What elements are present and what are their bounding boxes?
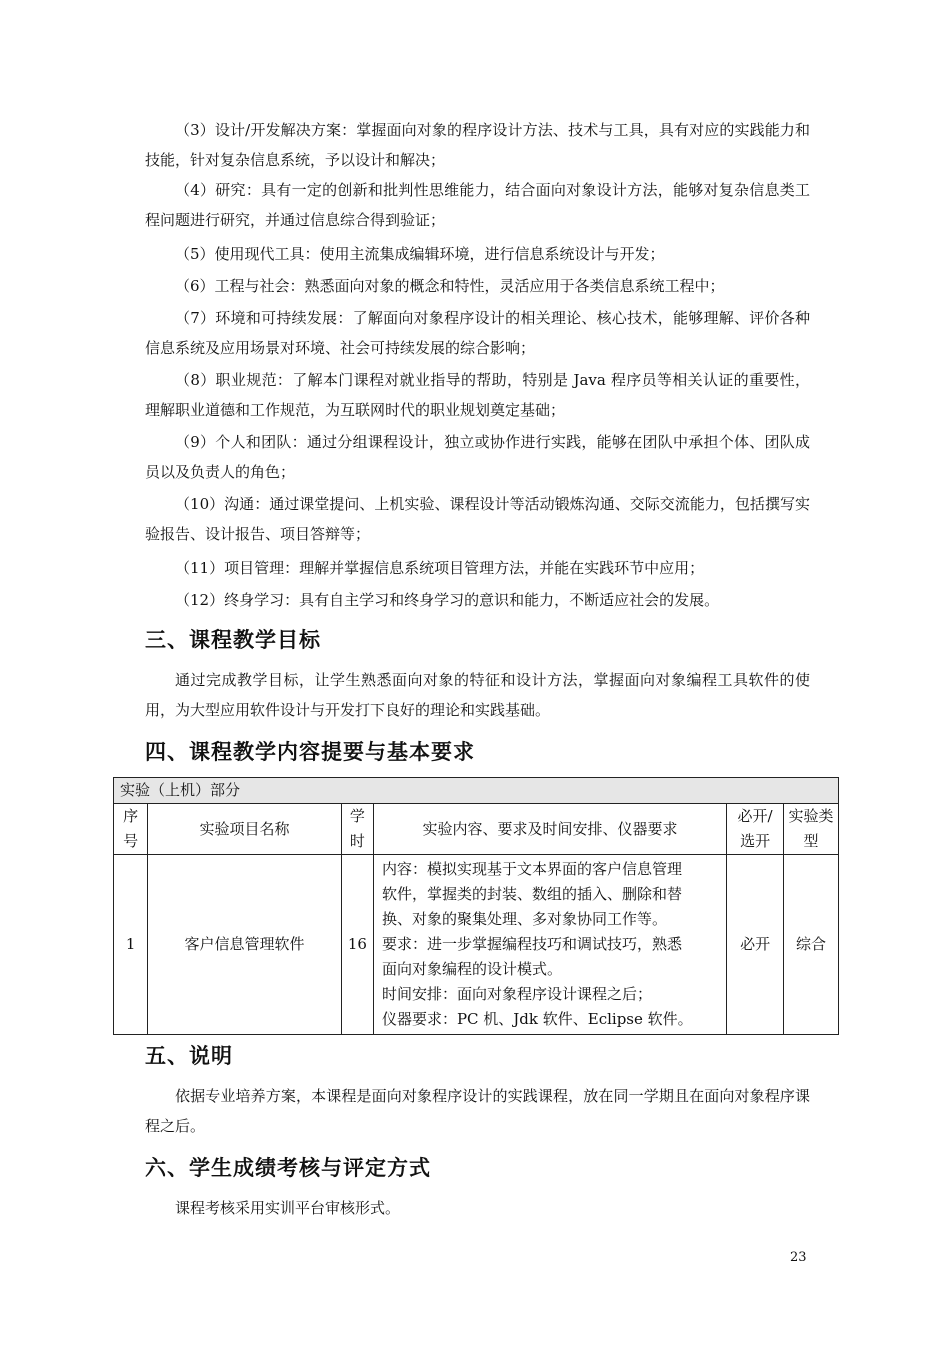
header-index: 序号 xyxy=(114,804,148,855)
objective-item-3: （3）设计/开发解决方案：掌握面向对象的程序设计方法、技术与工具，具有对应的实践能力和技能，针对复杂信息系统，予以设计和解决； xyxy=(145,121,810,169)
row-index: 1 xyxy=(114,855,148,1035)
section-heading-objectives: 三、课程教学目标 xyxy=(145,628,321,652)
section-body-objectives: 通过完成教学目标，让学生熟悉面向对象的特征和设计方法，掌握面向对象编程工具软件的使用，为大型应用软件设计与开发打下良好的理论和实践基础。 xyxy=(145,671,810,719)
header-content: 实验内容、要求及时间安排、仪器要求 xyxy=(373,804,726,855)
content-line: 时间安排：面向对象程序设计课程之后； xyxy=(381,985,652,1003)
content-line: 仪器要求：PC 机、Jdk 软件、Eclipse 软件。 xyxy=(381,1010,693,1028)
row-type: 综合 xyxy=(784,855,839,1035)
header-required: 必开/选开 xyxy=(727,804,784,855)
objective-item-9: （9）个人和团队：通过分组课程设计，独立或协作进行实践，能够在团队中承担个体、团队成员以及负责人的角色； xyxy=(145,433,810,481)
experiment-table xyxy=(113,777,839,1035)
table-header-row xyxy=(114,804,839,855)
section-body-assessment: 课程考核采用实训平台审核形式。 xyxy=(175,1199,401,1217)
objective-item-8: （8）职业规范：了解本门课程对就业指导的帮助，特别是 Java 程序员等相关认证的重要性，理解职业道德和工作规范，为互联网时代的职业规划奠定基础； xyxy=(145,371,810,419)
objective-item-10: （10）沟通：通过课堂提问、上机实验、课程设计等活动锻炼沟通、交际交流能力，包括撰写实验报告、设计报告、项目答辩等； xyxy=(145,495,810,543)
row-hours: 16 xyxy=(341,855,373,1035)
table-section-label: 实验（上机）部分 xyxy=(114,778,839,804)
header-type: 实验类型 xyxy=(784,804,839,855)
objective-item-11: （11）项目管理：理解并掌握信息系统项目管理方法，并能在实践环节中应用； xyxy=(175,559,705,577)
objective-item-6: （6）工程与社会：熟悉面向对象的概念和特性，灵活应用于各类信息系统工程中； xyxy=(175,277,725,295)
objective-item-7: （7）环境和可持续发展：了解面向对象程序设计的相关理论、核心技术，能够理解、评价各种信息系统及应用场景对环境、社会可持续发展的综合影响； xyxy=(145,309,810,357)
content-line: 面向对象编程的设计模式。 xyxy=(381,960,562,978)
row-content xyxy=(373,855,726,1035)
page-number: 23 xyxy=(790,1250,807,1265)
content-line: 换、对象的聚集处理、多对象协同工作等。 xyxy=(381,910,667,928)
objective-item-5: （5）使用现代工具：使用主流集成编辑环境，进行信息系统设计与开发； xyxy=(175,245,665,263)
section-body-notes: 依据专业培养方案，本课程是面向对象程序设计的实践课程，放在同一学期且在面向对象程序课程之后。 xyxy=(145,1087,810,1135)
content-line: 内容：模拟实现基于文本界面的客户信息管理 xyxy=(381,860,682,878)
section-heading-notes: 五、说明 xyxy=(145,1044,233,1068)
table-row xyxy=(114,855,839,1035)
content-line: 软件，掌握类的封装、数组的插入、删除和替 xyxy=(381,885,682,903)
header-name: 实验项目名称 xyxy=(148,804,342,855)
section-heading-content: 四、课程教学内容提要与基本要求 xyxy=(145,740,475,764)
header-hours: 学时 xyxy=(341,804,373,855)
section-heading-assessment: 六、学生成绩考核与评定方式 xyxy=(145,1156,431,1180)
row-required: 必开 xyxy=(727,855,784,1035)
objective-item-12: （12）终身学习：具有自主学习和终身学习的意识和能力，不断适应社会的发展。 xyxy=(175,591,720,609)
row-name: 客户信息管理软件 xyxy=(148,855,342,1035)
content-line: 要求：进一步掌握编程技巧和调试技巧，熟悉 xyxy=(381,935,682,953)
objective-item-4: （4）研究：具有一定的创新和批判性思维能力，结合面向对象设计方法，能够对复杂信息类工程问题进行研究，并通过信息综合得到验证； xyxy=(145,181,810,229)
